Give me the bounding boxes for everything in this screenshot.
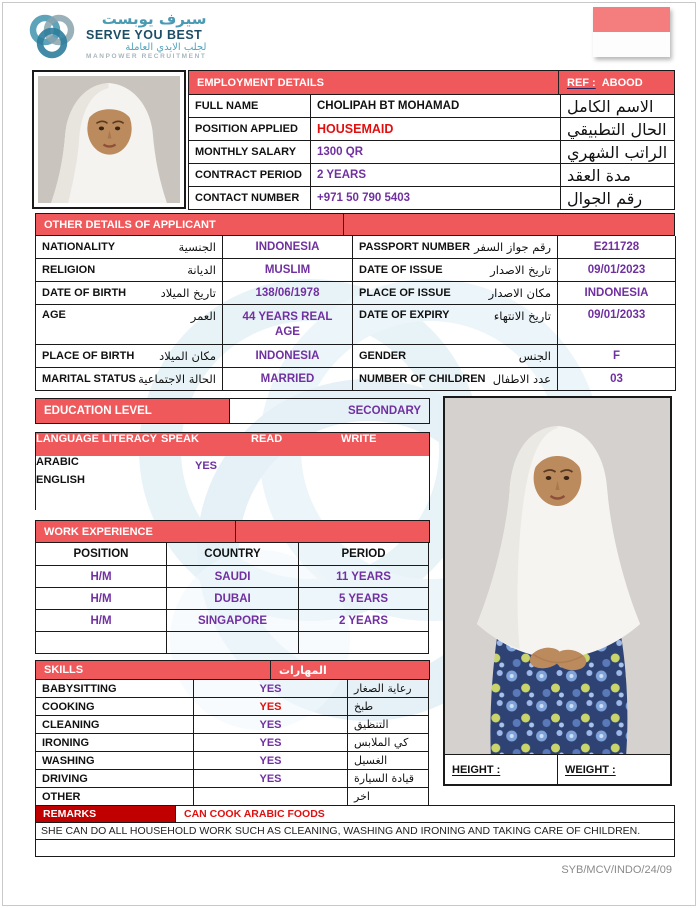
skill-arabic: كي الملابس [348, 734, 429, 752]
skill-label: BABYSITTING [36, 680, 194, 698]
field-label: RELIGION الديانة [36, 259, 223, 282]
field-value: INDONESIA [223, 236, 353, 259]
position-value: H/M [36, 610, 167, 632]
language-row-arabic [36, 456, 429, 474]
work-experience-columns [36, 543, 430, 566]
skills-header [35, 660, 430, 679]
skill-row-other [36, 788, 430, 806]
employment-details-title: EMPLOYMENT DETAILS [189, 71, 559, 94]
other-details-title: OTHER DETAILS OF APPLICANT [36, 214, 344, 235]
field-value: 09/01/2023 [558, 259, 676, 282]
column-header: SPEAK [161, 433, 199, 445]
skill-value: YES [194, 716, 348, 734]
column-header: LANGUAGE LITERACY [36, 433, 157, 445]
remarks-text: SHE CAN DO ALL HOUSEHOLD WORK SUCH AS CLEANING, WASHING AND IRONING AND TAKING CARE OF CHILDREN. [36, 823, 674, 840]
remarks-section [35, 805, 675, 857]
field-value: 03 [558, 368, 676, 391]
language-literacy-section [35, 432, 430, 510]
field-value: 138/06/1978 [223, 282, 353, 305]
skills-title-arabic: المهارات [279, 663, 327, 677]
other-details-header [35, 213, 675, 235]
skill-value: YES [194, 698, 348, 716]
column-header: WRITE [341, 433, 377, 445]
country-value: SAUDI [167, 566, 299, 588]
remarks-highlight: CAN COOK ARABIC FOODS [184, 808, 325, 820]
headshot-illustration [38, 76, 180, 203]
column-header: READ [251, 433, 283, 445]
logo-english-subtitle: MANPOWER RECRUITMENT [86, 53, 207, 61]
work-experience-title: WORK EXPERIENCE [36, 521, 236, 542]
employment-details-section [188, 70, 675, 210]
column-header: COUNTRY [167, 543, 299, 566]
field-value: INDONESIA [558, 282, 676, 305]
field-label: CONTRACT PERIOD [189, 164, 311, 187]
period-value [299, 632, 429, 654]
speak-value [161, 492, 251, 510]
field-label: NUMBER OF CHILDREN عدد الاطفال [353, 368, 558, 391]
field-label: DATE OF BIRTH تاريخ الميلاد [36, 282, 223, 305]
field-value: MUSLIM [223, 259, 353, 282]
reference-cell [559, 71, 674, 94]
field-label: AGE العمر [36, 305, 223, 345]
field-value: +971 50 790 5403 [311, 187, 561, 210]
field-label: GENDER الجنس [353, 345, 558, 368]
period-value: 2 YEARS [299, 610, 429, 632]
work-experience-section [35, 520, 430, 654]
logo-knot-icon [26, 10, 78, 62]
country-value: DUBAI [167, 588, 299, 610]
skill-label: WASHING [36, 752, 194, 770]
skill-value: YES [194, 734, 348, 752]
employment-details-header [189, 71, 674, 95]
skill-row-ironing [36, 734, 430, 752]
remarks-blank-row [36, 840, 674, 857]
flag-red-stripe [593, 7, 670, 32]
country-value: SINGAPORE [167, 610, 299, 632]
field-arabic-label: الراتب الشهري [561, 141, 674, 164]
language-literacy-header [36, 433, 429, 456]
field-value: 1300 QR [311, 141, 561, 164]
skill-label: COOKING [36, 698, 194, 716]
language-name: ARABIC [36, 456, 79, 468]
height-field: HEIGHT : [445, 755, 558, 784]
period-value: 11 YEARS [299, 566, 429, 588]
skill-label: CLEANING [36, 716, 194, 734]
country-value [167, 632, 299, 654]
work-experience-header-spacer [236, 521, 429, 542]
agency-logo [26, 10, 206, 62]
read-value [251, 456, 341, 474]
employment-row-contact [189, 187, 674, 210]
work-experience-header [35, 520, 430, 542]
field-value: INDONESIA [223, 345, 353, 368]
write-value [341, 474, 429, 492]
field-label: PLACE OF ISSUE مكان الاصدار [353, 282, 558, 305]
write-value [341, 456, 429, 474]
field-label: DATE OF ISSUE تاريخ الاصدار [353, 259, 558, 282]
field-label: CONTACT NUMBER [189, 187, 311, 210]
work-experience-row [36, 610, 430, 632]
skill-value: YES [194, 680, 348, 698]
field-value: F [558, 345, 676, 368]
field-label: MONTHLY SALARY [189, 141, 311, 164]
education-level-value: SECONDARY [230, 398, 430, 424]
period-value: 5 YEARS [299, 588, 429, 610]
field-label: MARITAL STATUS الحالة الاجتماعية [36, 368, 223, 391]
field-value: CHOLIPAH BT MOHAMAD [311, 95, 561, 118]
remarks-title: REMARKS [36, 806, 176, 822]
field-value: HOUSEMAID [311, 118, 561, 141]
employment-row-salary [189, 141, 674, 164]
skill-row-cooking [36, 698, 430, 716]
column-header: PERIOD [299, 543, 429, 566]
field-arabic-label: مدة العقد [561, 164, 674, 187]
field-value: E211728 [558, 236, 676, 259]
skills-section [35, 660, 430, 806]
skill-value [194, 788, 348, 806]
skill-row-washing [36, 752, 430, 770]
ref-value: ABOOD [601, 76, 643, 89]
skill-arabic: الغسيل [348, 752, 429, 770]
skill-row-cleaning [36, 716, 430, 734]
flag-white-stripe [593, 32, 670, 57]
other-details-section [35, 213, 675, 391]
read-value [251, 474, 341, 492]
employment-row-contract [189, 164, 674, 187]
field-label: POSITION APPLIED [189, 118, 311, 141]
weight-field: WEIGHT : [565, 763, 616, 776]
employment-row-position [189, 118, 674, 141]
work-experience-grid [35, 542, 430, 654]
other-details-header-spacer [344, 214, 674, 235]
field-label: NATIONALITY الجنسية [36, 236, 223, 259]
logo-arabic-subtitle: لجلب الايدي العاملة [125, 42, 207, 54]
skill-arabic: رعاية الصغار [348, 680, 429, 698]
skill-label: OTHER [36, 788, 194, 806]
skills-title: SKILLS [36, 661, 271, 679]
speak-value: YES [194, 460, 217, 472]
education-level-section [35, 398, 430, 424]
position-value: H/M [36, 566, 167, 588]
field-arabic-label: رقم الجوال [561, 187, 674, 210]
language-row-blank [36, 492, 429, 510]
skill-arabic: اخر [348, 788, 429, 806]
skill-arabic: طبخ [348, 698, 429, 716]
write-value [341, 492, 429, 510]
field-arabic-label: الاسم الكامل [561, 95, 674, 118]
field-label: FULL NAME [189, 95, 311, 118]
language-name [36, 492, 161, 510]
work-experience-row-blank [36, 632, 430, 654]
field-label: DATE OF EXPIRY تاريخ الانتهاء [353, 305, 558, 345]
read-value [251, 492, 341, 510]
field-value: MARRIED [223, 368, 353, 391]
fullbody-illustration [445, 398, 670, 754]
ref-label: REF : [567, 76, 596, 89]
skill-value: YES [194, 752, 348, 770]
document-reference-code: SYB/MCV/INDO/24/09 [561, 864, 672, 876]
height-weight-row [445, 754, 670, 784]
field-value: 2 YEARS [311, 164, 561, 187]
other-details-grid [35, 235, 675, 391]
logo-arabic-title: سيرف يوبست [101, 10, 207, 29]
language-name: ENGLISH [36, 474, 85, 486]
employment-row-full-name [189, 95, 674, 118]
skills-grid [35, 679, 430, 806]
work-experience-row [36, 588, 430, 610]
remarks-header-row [36, 806, 674, 823]
position-value [36, 632, 167, 654]
education-level-title: EDUCATION LEVEL [35, 398, 230, 424]
field-label: PASSPORT NUMBER رقم جواز السفر [353, 236, 558, 259]
field-label: PLACE OF BIRTH مكان الميلاد [36, 345, 223, 368]
speak-value [161, 474, 251, 492]
skill-label: DRIVING [36, 770, 194, 788]
field-arabic-label: الحال التطبيقي [561, 118, 674, 141]
applicant-fullbody-photo-panel [443, 396, 672, 786]
skill-row-babysitting [36, 680, 430, 698]
applicant-headshot-photo [32, 70, 186, 209]
skill-arabic: قيادة السيارة [348, 770, 429, 788]
field-value: 44 YEARS REAL AGE [223, 305, 353, 345]
work-experience-row [36, 566, 430, 588]
skill-value: YES [194, 770, 348, 788]
skill-row-driving [36, 770, 430, 788]
logo-english-title: SERVE YOU BEST [86, 28, 203, 43]
skill-label: IRONING [36, 734, 194, 752]
field-value: 09/01/2033 [558, 305, 676, 345]
indonesia-flag [593, 7, 670, 57]
skill-arabic: التنظيق [348, 716, 429, 734]
column-header: POSITION [36, 543, 167, 566]
position-value: H/M [36, 588, 167, 610]
language-row-english [36, 474, 429, 492]
